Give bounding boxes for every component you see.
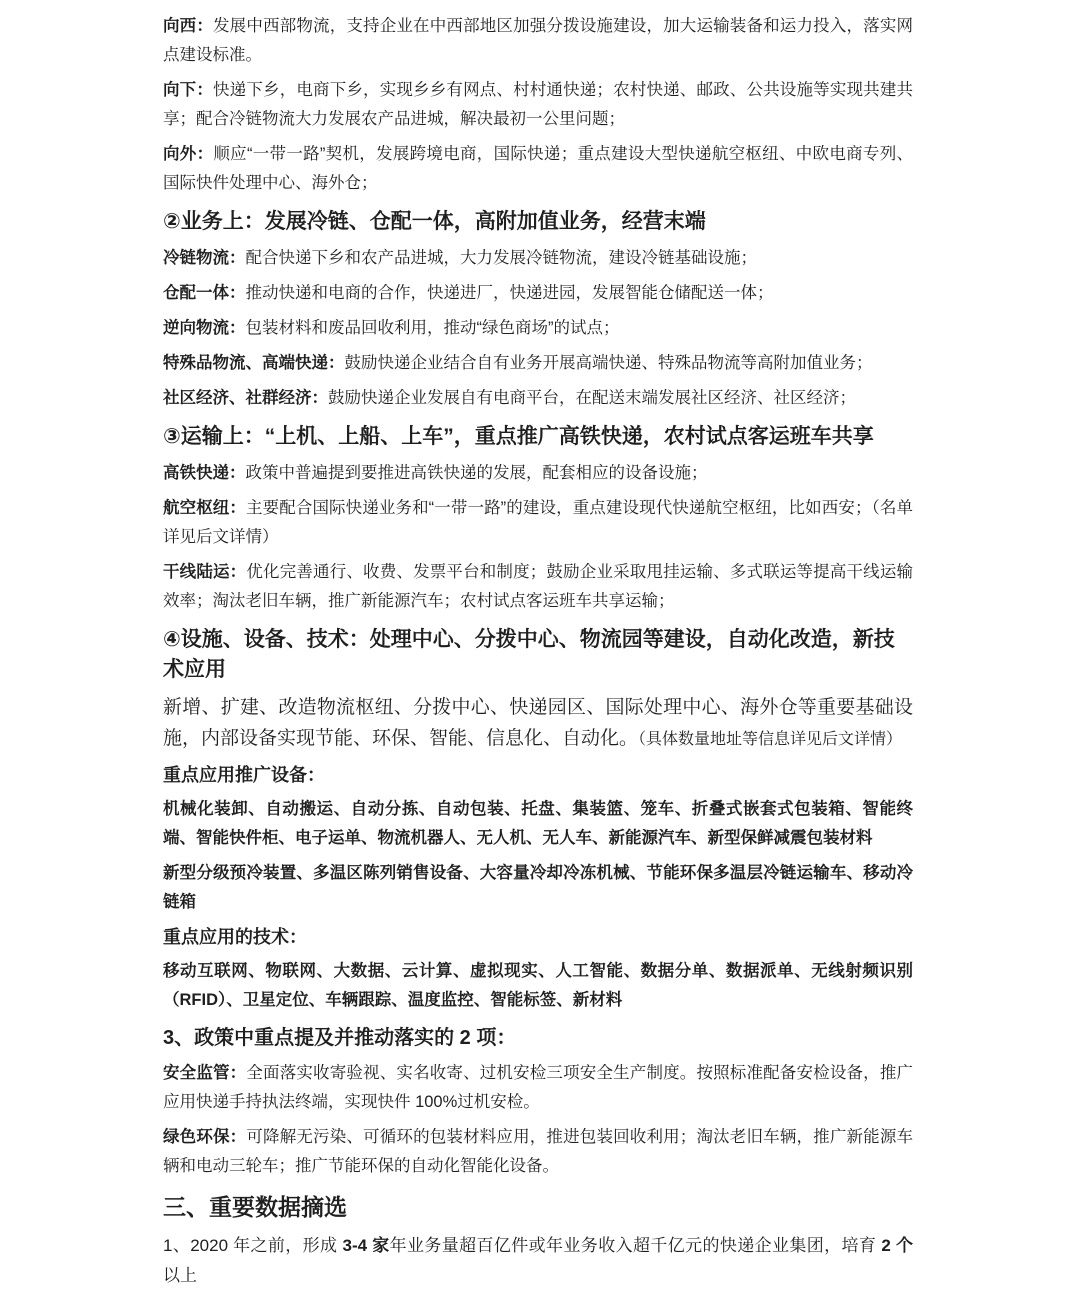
para-hsr-express-body: 政策中普遍提到要推进高铁快递的发展，配套相应的设备设施； [245, 464, 708, 482]
para-community-economy-body: 鼓励快递企业发展自有电商平台，在配送末端发展社区经济、社区经济； [328, 389, 856, 407]
para-go-down [163, 76, 913, 134]
para-equipment-list-2: 新型分级预冷装置、多温区陈列销售设备、大容量冷却冷冻机械、节能环保多温层冷链运输车、移动冷链箱 [163, 864, 913, 911]
para-go-down-body: 快递下乡，电商下乡，实现乡乡有网点、村村通快递；农村快递、邮政、公共设施等实现共建共享；配合冷链物流大力发展农产品进城，解决最初一公里问题； [163, 81, 914, 128]
para-reverse-logistics-lead: 逆向物流： [163, 319, 246, 337]
para-go-west [163, 12, 913, 70]
heading-facility-circle4: ④设施、设备、技术：处理中心、分拨中心、物流园等建设，自动化改造，新技术应用 [163, 628, 895, 681]
subhead-key-equipment: 重点应用推广设备： [163, 765, 325, 785]
para-special-goods [163, 349, 913, 378]
para-reverse-logistics [163, 314, 913, 343]
para-community-economy [163, 384, 913, 413]
para-warehouse-integration-lead: 仓配一体： [163, 284, 246, 302]
para-go-down-lead: 向下： [163, 81, 214, 99]
para-warehouse-integration [163, 279, 913, 308]
para-technology-list: 移动互联网、物联网、大数据、云计算、虚拟现实、人工智能、数据分单、数据派单、无线射频识别（RFID）、卫星定位、车辆跟踪、温度监控、智能标签、新材料 [163, 962, 913, 1009]
para-trunk-transport-body: 优化完善通行、收费、发票平台和制度；鼓励企业采取甩挂运输、多式联运等提高干线运输效率；淘汰老旧车辆，推广新能源汽车；农村试点客运班车共享运输； [163, 563, 914, 610]
para-green-environmental-lead: 绿色环保： [163, 1128, 247, 1146]
para-data-point-1-seg5: 以上 [163, 1266, 197, 1285]
para-warehouse-integration-body: 推动快递和电商的合作，快递进厂，快递进园，发展智能仓储配送一体； [245, 284, 774, 302]
para-special-goods-lead: 特殊品物流、高端快递： [163, 354, 345, 372]
para-hsr-express [163, 459, 913, 488]
para-go-west-lead: 向西： [163, 17, 214, 35]
para-data-point-1-bold1: 3-4 家 [342, 1236, 390, 1255]
para-go-outward [163, 140, 913, 198]
heading-two-key-items: 3、政策中重点提及并推动落实的 2 项： [163, 1027, 517, 1049]
para-green-environmental [163, 1123, 913, 1181]
para-reverse-logistics-body: 包装材料和废品回收利用，推动“绿色商场”的试点； [245, 319, 620, 337]
para-cold-chain-lead: 冷链物流： [163, 249, 246, 267]
para-safety-supervision-body: 全面落实收寄验视、实名收寄、过机安检三项安全生产制度。按照标准配备安检设备，推广应用快递手持执法终端，实现快件 100%过机安检。 [163, 1064, 914, 1111]
para-go-west-body: 发展中西部物流，支持企业在中西部地区加强分拨设施建设，加大运输装备和运力投入，落实网点建设标准。 [163, 17, 914, 64]
para-air-hub-body: 主要配合国际快递业务和“一带一路”的建设，重点建设现代快递航空枢纽，比如西安；（名单详见后文详情） [163, 499, 914, 546]
para-trunk-transport-lead: 干线陆运： [163, 563, 247, 581]
para-cold-chain-body: 配合快递下乡和农产品进城，大力发展冷链物流，建设冷链基础设施； [245, 249, 757, 267]
para-facility-overview-note: （具体数量地址等信息详见后文详情） [638, 731, 903, 748]
para-safety-supervision-lead: 安全监管： [163, 1064, 247, 1082]
para-air-hub [163, 494, 913, 552]
para-equipment-list-1: 机械化装卸、自动搬运、自动分拣、自动包装、托盘、集装篮、笼车、折叠式嵌套式包装箱、智能终端、智能快件柜、电子运单、物流机器人、无人机、无人车、新能源汽车、新型保鲜减震包装材料 [163, 800, 913, 847]
para-safety-supervision [163, 1059, 913, 1117]
para-data-point-1 [163, 1231, 913, 1289]
para-go-outward-body: 顺应“一带一路”契机，发展跨境电商，国际快递；重点建设大型快递航空枢纽、中欧电商专列、国际快件处理中心、海外仓； [163, 145, 913, 192]
para-facility-overview [163, 692, 913, 755]
para-go-outward-lead: 向外： [163, 145, 214, 163]
para-facility-overview-main: 新增、扩建、改造物流枢纽、分拨中心、快递园区、国际处理中心、海外仓等重要基础设施，内部设备实现节能、环保、智能、信息化、自动化。 [163, 697, 913, 749]
para-data-point-1-seg1: 1、2020 年之前，形成 [163, 1236, 343, 1255]
para-data-point-1-seg3: 年业务量超百亿件或年业务收入超千亿元的快递企业集团，培育 [389, 1236, 882, 1255]
para-data-point-1-bold2: 2 个 [881, 1236, 913, 1255]
para-special-goods-body: 鼓励快递企业结合自有业务开展高端快递、特殊品物流等高附加值业务； [344, 354, 873, 372]
para-community-economy-lead: 社区经济、社群经济： [163, 389, 328, 407]
heading-transport-circle3: ③运输上：“上机、上船、上车”，重点推广高铁快递，农村试点客运班车共享 [163, 425, 874, 448]
subhead-key-technology: 重点应用的技术： [163, 927, 307, 947]
para-green-environmental-body: 可降解无污染、可循环的包装材料应用，推进包装回收利用；淘汰老旧车辆，推广新能源车辆和电动三轮车；推广节能环保的自动化智能化设备。 [163, 1128, 914, 1175]
para-trunk-transport [163, 558, 913, 616]
para-cold-chain [163, 244, 913, 273]
para-air-hub-lead: 航空枢纽： [163, 499, 247, 517]
heading-important-data: 三、重要数据摘选 [163, 1194, 347, 1220]
para-hsr-express-lead: 高铁快递： [163, 464, 246, 482]
heading-business-circle2: ②业务上：发展冷链、仓配一体，高附加值业务，经营末端 [163, 210, 706, 233]
